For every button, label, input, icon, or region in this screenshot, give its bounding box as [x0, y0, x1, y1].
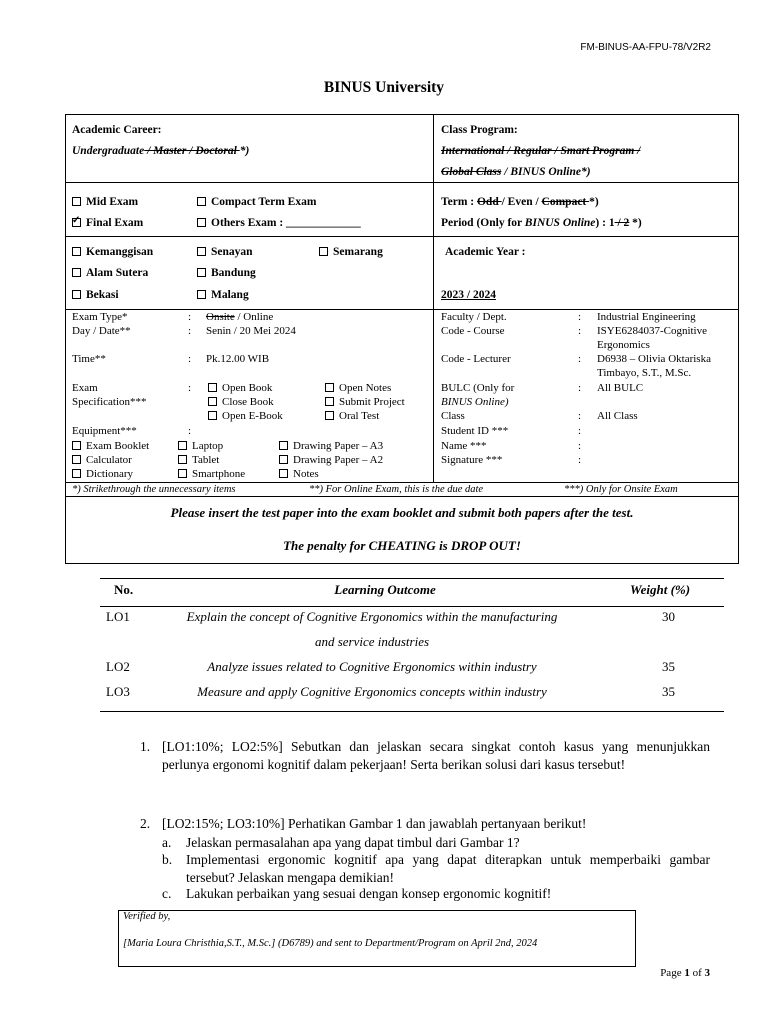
question-2c-letter: c. — [162, 886, 172, 901]
exam-spec-label-1: Exam — [72, 382, 98, 394]
faculty-label: Faculty / Dept. — [441, 311, 507, 323]
oral-test-option[interactable]: Oral Test — [325, 409, 379, 423]
others-exam-option[interactable]: Others Exam : _____________ — [197, 216, 361, 231]
time-label: Time** — [72, 353, 106, 365]
academic-year-label: Academic Year : — [445, 246, 526, 258]
page-number: Page 1 of 3 — [660, 967, 710, 979]
campus-kemanggisan[interactable]: Kemanggisan — [72, 245, 153, 260]
checkbox-icon — [208, 383, 217, 392]
term-line: Term : Odd / Even / Compact *) — [441, 196, 599, 208]
compact-exam-option[interactable]: Compact Term Exam — [197, 195, 316, 210]
academic-career-label: Academic Career: — [72, 124, 162, 136]
checkbox-icon — [325, 411, 334, 420]
colon: : — [188, 325, 192, 337]
time-value: Pk.12.00 WIB — [206, 353, 270, 365]
university-title: BINUS University — [323, 79, 445, 96]
question-1-number: 1. — [140, 739, 151, 754]
code-course-value-2: Ergonomics — [597, 339, 650, 351]
verification-text: [Maria Loura Christhia,S.T., M.Sc.] (D6789) and sent to Department/Program on April 2nd, 2024 — [123, 938, 538, 949]
lo1-number: LO1 — [106, 609, 130, 624]
checkbox-icon — [279, 455, 288, 464]
name-label: Name *** — [441, 440, 487, 452]
career-section — [65, 114, 739, 183]
close-book-option[interactable]: Close Book — [208, 395, 274, 409]
question-2a-letter: a. — [162, 835, 172, 850]
colon: : — [188, 353, 192, 365]
campus-senayan[interactable]: Senayan — [197, 245, 253, 260]
academic-career-value: Undergraduate / Master / Doctoral *) — [72, 145, 250, 157]
checkbox-icon — [325, 397, 334, 406]
checkbox-icon — [178, 441, 187, 450]
calculator-option[interactable]: Calculator — [72, 453, 132, 467]
notice-cheating: The penalty for CHEATING is DROP OUT! — [283, 538, 521, 553]
checkbox-icon — [197, 268, 206, 277]
colon: : — [578, 325, 582, 337]
academic-year-value: 2023 / 2024 — [441, 289, 496, 301]
lo2-number: LO2 — [106, 659, 130, 674]
checkbox-icon — [72, 441, 81, 450]
checkbox-icon — [208, 411, 217, 420]
exam-booklet-option[interactable]: Exam Booklet — [72, 439, 149, 453]
period-line: Period (Only for BINUS Online) : 1 / 2 *) — [441, 217, 642, 229]
exam-details-section — [65, 309, 739, 497]
day-date-value: Senin / 20 Mei 2024 — [206, 325, 296, 337]
class-program-line1: International / Regular / Smart Program / — [441, 145, 641, 157]
checkbox-icon — [197, 218, 206, 227]
colon: : — [578, 353, 582, 365]
verified-by-label: Verified by, — [123, 911, 171, 922]
campus-section — [65, 236, 739, 310]
class-program-label: Class Program: — [441, 124, 518, 136]
bulc-label-1: BULC (Only for — [441, 382, 515, 394]
campus-malang[interactable]: Malang — [197, 288, 249, 303]
checkbox-icon — [279, 469, 288, 478]
question-2b-letter: b. — [162, 852, 173, 867]
colon: : — [578, 454, 582, 466]
notice-submit: Please insert the test paper into the exam booklet and submit both papers after the test. — [170, 505, 634, 520]
drawing-a2-option[interactable]: Drawing Paper – A2 — [279, 453, 383, 467]
exam-type-label: Exam Type* — [72, 311, 128, 323]
colon: : — [578, 382, 582, 394]
colon: : — [578, 311, 582, 323]
code-lecturer-value-1: D6938 – Olivia Oktariska — [597, 353, 711, 365]
bulc-value: All BULC — [597, 382, 644, 394]
equipment-label: Equipment*** — [72, 425, 137, 437]
class-program-line2: Global Class / BINUS Online*) — [441, 166, 591, 178]
colon: : — [578, 440, 582, 452]
code-lecturer-value-2: Timbayo, S.T., M.Sc. — [597, 367, 692, 379]
lo2-outcome: Analyze issues related to Cognitive Ergonomics within industry — [207, 659, 537, 674]
question-2c-text: Lakukan perbaikan yang sesuai dengan konsep ergonomic kognitif! — [186, 886, 552, 901]
exam-type-value: Onsite / Online — [206, 311, 274, 323]
lo1-outcome-line2: and service industries — [314, 634, 430, 649]
checkbox-icon — [72, 469, 81, 478]
final-exam-option[interactable]: ✓Final Exam — [72, 216, 143, 231]
lo1-outcome-line1: Explain the concept of Cognitive Ergonomics within the manufacturing — [186, 609, 558, 624]
colon: : — [578, 425, 582, 437]
class-value: All Class — [597, 410, 638, 422]
checkbox-icon — [197, 290, 206, 299]
laptop-option[interactable]: Laptop — [178, 439, 223, 453]
learning-outcomes-table — [100, 578, 724, 714]
col-no-header: No. — [114, 582, 134, 597]
checkbox-icon — [72, 455, 81, 464]
code-lecturer-label: Code - Lecturer — [441, 353, 511, 365]
open-book-option[interactable]: Open Book — [208, 381, 272, 395]
checkbox-icon — [208, 397, 217, 406]
question-2-number: 2. — [140, 816, 151, 831]
exam-kind-section — [65, 182, 739, 237]
question-2b-text: Implementasi ergonomic kognitif apa yang dapat diterapkan untuk memperbaiki gambar tersebut? Jelaskan mengapa demikian! — [186, 852, 710, 885]
checkbox-icon — [72, 268, 81, 277]
exam-spec-label-2: Specification*** — [72, 396, 147, 408]
checkbox-icon — [197, 247, 206, 256]
checkbox-icon — [72, 247, 81, 256]
campus-bandung[interactable]: Bandung — [197, 266, 256, 281]
signature-label: Signature *** — [441, 454, 503, 466]
campus-bekasi[interactable]: Bekasi — [72, 288, 119, 303]
checkbox-icon — [325, 383, 334, 392]
lo3-weight: 35 — [662, 684, 675, 699]
verification-box — [118, 910, 636, 967]
class-label: Class — [441, 410, 465, 422]
lo2-weight: 35 — [662, 659, 675, 674]
open-notes-option[interactable]: Open Notes — [325, 381, 391, 395]
drawing-a3-option[interactable]: Drawing Paper – A3 — [279, 439, 383, 453]
lo1-weight: 30 — [662, 609, 675, 624]
campus-alam-sutera[interactable]: Alam Sutera — [72, 266, 148, 281]
question-2a-text: Jelaskan permasalahan apa yang dapat timbul dari Gambar 1? — [186, 835, 520, 850]
question-1-text: [LO1:10%; LO2:5%] Sebutkan dan jelaskan secara singkat contoh kasus yang menunjukkan perlunya ergonomi kognitif dalam pekerjaan! Serta berikan solusi dari kasus tersebut! — [162, 739, 710, 772]
lo3-outcome: Measure and apply Cognitive Ergonomics concepts within industry — [197, 684, 547, 699]
tablet-option[interactable]: Tablet — [178, 453, 219, 467]
col-weight-header: Weight (%) — [630, 582, 691, 597]
question-2-text: [LO2:15%; LO3:10%] Perhatikan Gambar 1 dan jawablah pertanyaan berikut! — [162, 816, 587, 831]
checkbox-icon — [279, 441, 288, 450]
footnote-strikethrough: *) Strikethrough the unnecessary items — [72, 484, 236, 495]
colon: : — [188, 382, 192, 394]
lo3-number: LO3 — [106, 684, 130, 699]
notice-section — [65, 496, 739, 564]
col-outcome-header: Learning Outcome — [334, 582, 436, 597]
footnote-online: **) For Online Exam, this is the due date — [309, 484, 484, 495]
footnote-onsite: ***) Only for Onsite Exam — [564, 484, 678, 495]
checked-checkbox-icon — [72, 218, 81, 227]
checkbox-icon — [197, 197, 206, 206]
form-code: FM-BINUS-AA-FPU-78/V2R2 — [580, 42, 711, 53]
checkbox-icon — [178, 455, 187, 464]
colon: : — [188, 311, 192, 323]
faculty-value: Industrial Engineering — [597, 311, 696, 323]
submit-project-option[interactable]: Submit Project — [325, 395, 405, 409]
checkbox-icon — [319, 247, 328, 256]
checkbox-icon — [72, 290, 81, 299]
day-date-label: Day / Date** — [72, 325, 131, 337]
bulc-label-2: BINUS Online) — [441, 396, 509, 408]
colon: : — [188, 425, 192, 437]
checkbox-icon — [178, 469, 187, 478]
open-ebook-option[interactable]: Open E-Book — [208, 409, 283, 423]
notes-option[interactable]: Notes — [279, 467, 319, 481]
dictionary-option[interactable]: Dictionary — [72, 467, 133, 481]
smartphone-option[interactable]: Smartphone — [178, 467, 245, 481]
code-course-value-1: ISYE6284037-Cognitive — [597, 325, 707, 337]
colon: : — [578, 410, 582, 422]
checkbox-icon — [72, 197, 81, 206]
student-id-label: Student ID *** — [441, 425, 509, 437]
mid-exam-option[interactable]: Mid Exam — [72, 195, 138, 210]
campus-semarang[interactable]: Semarang — [319, 245, 383, 260]
code-course-label: Code - Course — [441, 325, 505, 337]
